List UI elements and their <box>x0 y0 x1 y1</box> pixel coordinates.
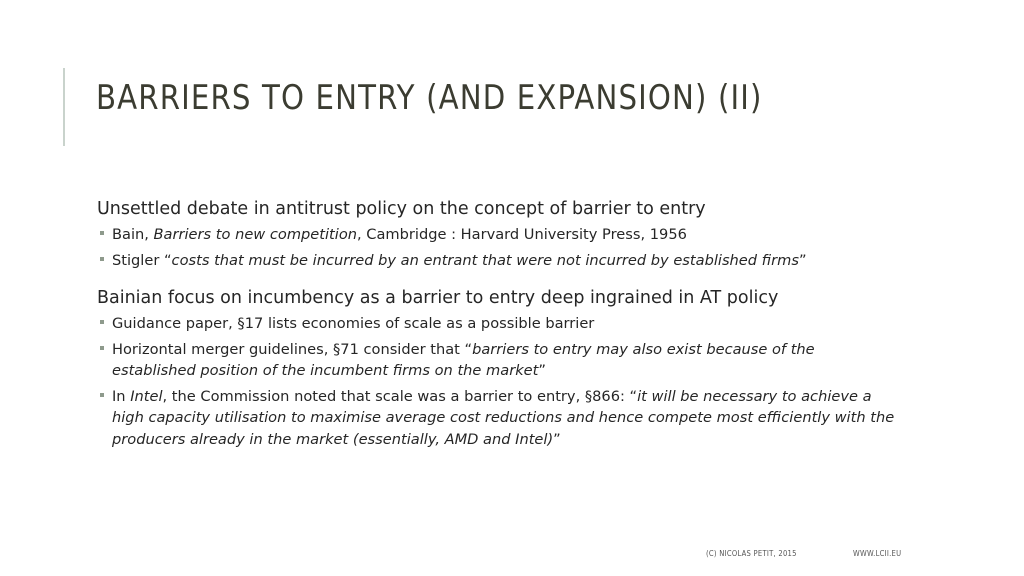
bullet-list-bainian <box>97 313 897 450</box>
footer-website: WWW.LCII.EU <box>853 549 902 558</box>
bullet-marker-icon <box>100 257 104 261</box>
bullet-marker-icon <box>100 346 104 350</box>
bullet-marker-icon <box>100 231 104 235</box>
slide-title: BARRIERS TO ENTRY (AND EXPANSION) (II) <box>96 78 763 118</box>
bullet-item-bain: Bain, Barriers to new competition, Cambridge : Harvard University Press, 1956 <box>112 224 897 246</box>
slide-body <box>97 196 897 454</box>
title-accent-bar <box>63 68 65 146</box>
footer-copyright: (C) NICOLAS PETIT, 2015 <box>706 549 797 558</box>
bullet-marker-icon <box>100 320 104 324</box>
bullet-list-debate <box>97 224 897 271</box>
bullet-item-merger-guidelines: Horizontal merger guidelines, §71 consider that “barriers to entry may also exist because of the established position of the incumbent firms on the market” <box>112 339 897 382</box>
section-heading-bainian: Bainian focus on incumbency as a barrier to entry deep ingrained in AT policy <box>97 288 779 308</box>
bullet-item-stigler: Stigler “costs that must be incurred by an entrant that were not incurred by established firms” <box>112 250 897 272</box>
bullet-item-guidance-paper: Guidance paper, §17 lists economies of scale as a possible barrier <box>112 313 897 335</box>
section-heading-debate: Unsettled debate in antitrust policy on the concept of barrier to entry <box>97 199 706 219</box>
bullet-marker-icon <box>100 393 104 397</box>
bullet-item-intel: In Intel, the Commission noted that scale was a barrier to entry, §866: “it will be necessary to achieve a high capacity utilisation to maximise average cost reductions and hence compete most efficiently with the producers already in the market (essentially, AMD and Intel)” <box>112 386 897 451</box>
